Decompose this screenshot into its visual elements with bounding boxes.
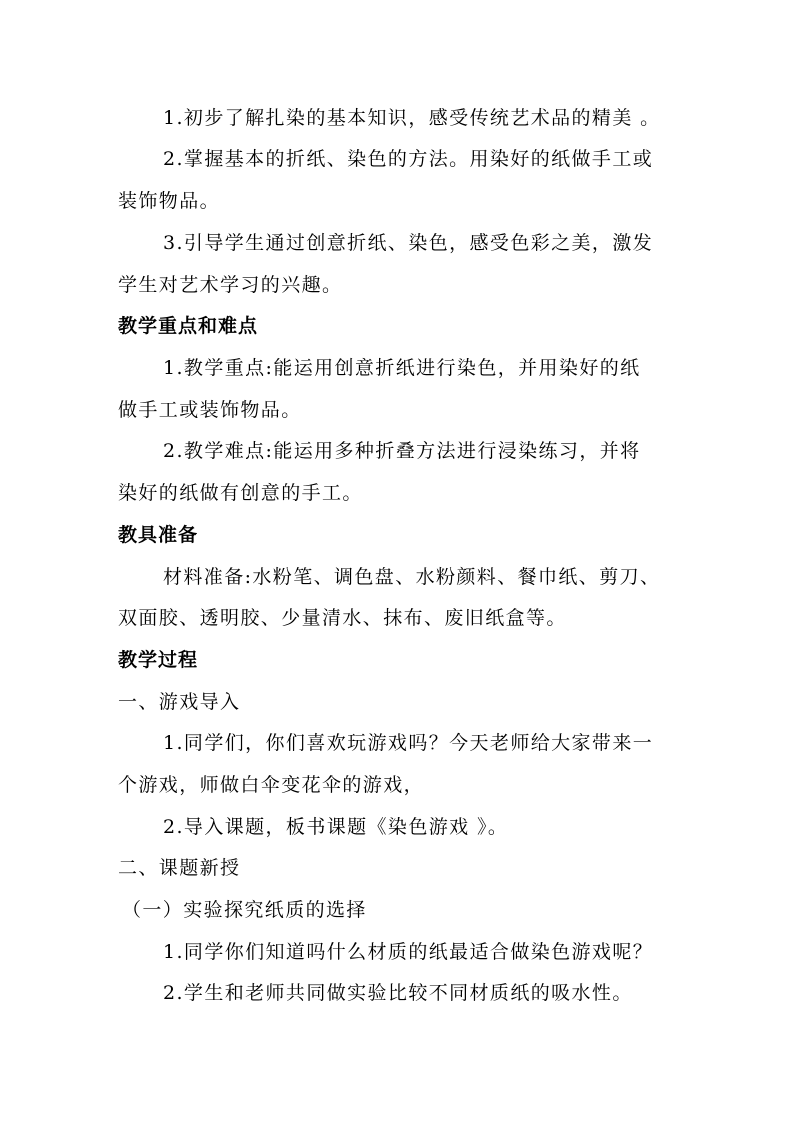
key-point-2-line-2: 染好的纸做有创意的手工。 — [118, 482, 363, 504]
subsection-1-item-1: 1.同学你们知道吗什么材质的纸最适合做染色游戏呢？ — [163, 941, 654, 963]
subsection-1-title: （一）实验探究纸质的选择 — [122, 899, 367, 921]
section-1-title: 一、游戏导入 — [118, 691, 241, 713]
key-point-1-line-2: 做手工或装饰物品。 — [118, 399, 302, 421]
section-2-title: 二、课题新授 — [118, 857, 241, 879]
materials-line-2: 双面胶、透明胶、少量清水、抹布、废旧纸盒等。 — [118, 607, 567, 629]
process-heading: 教学过程 — [118, 649, 199, 671]
objective-2-line-1: 2.掌握基本的折纸、染色的方法。用染好的纸做手工或 — [163, 148, 654, 170]
key-point-1-line-1: 1.教学重点:能运用创意折纸进行染色，并用染好的纸 — [163, 357, 641, 379]
objective-2-line-2: 装饰物品。 — [118, 190, 221, 212]
subsection-1-item-2: 2.学生和老师共同做实验比较不同材质纸的吸水性。 — [163, 982, 633, 1004]
objective-1: 1.初步了解扎染的基本知识，感受传统艺术品的精美 。 — [163, 107, 661, 129]
objective-3-line-2: 学生对艺术学习的兴趣。 — [118, 274, 343, 296]
section-1-item-1-line-2: 个游戏，师做白伞变花伞的游戏， — [118, 774, 425, 796]
key-points-heading: 教学重点和难点 — [118, 315, 259, 337]
objective-3-line-1: 3.引导学生通过创意折纸、染色，感受色彩之美，激发 — [163, 232, 654, 254]
materials-line-1: 材料准备:水粉笔、调色盘、水粉颜料、餐巾纸、剪刀、 — [163, 566, 661, 588]
key-point-2-line-1: 2.教学难点:能运用多种折叠方法进行浸染练习，并将 — [163, 440, 641, 462]
section-1-item-2: 2.导入课题，板书课题《染色游戏 》。 — [163, 816, 509, 838]
section-1-item-1-line-1: 1.同学们，你们喜欢玩游戏吗？今天老师给大家带来一 — [163, 732, 654, 754]
materials-heading: 教具准备 — [118, 524, 199, 546]
